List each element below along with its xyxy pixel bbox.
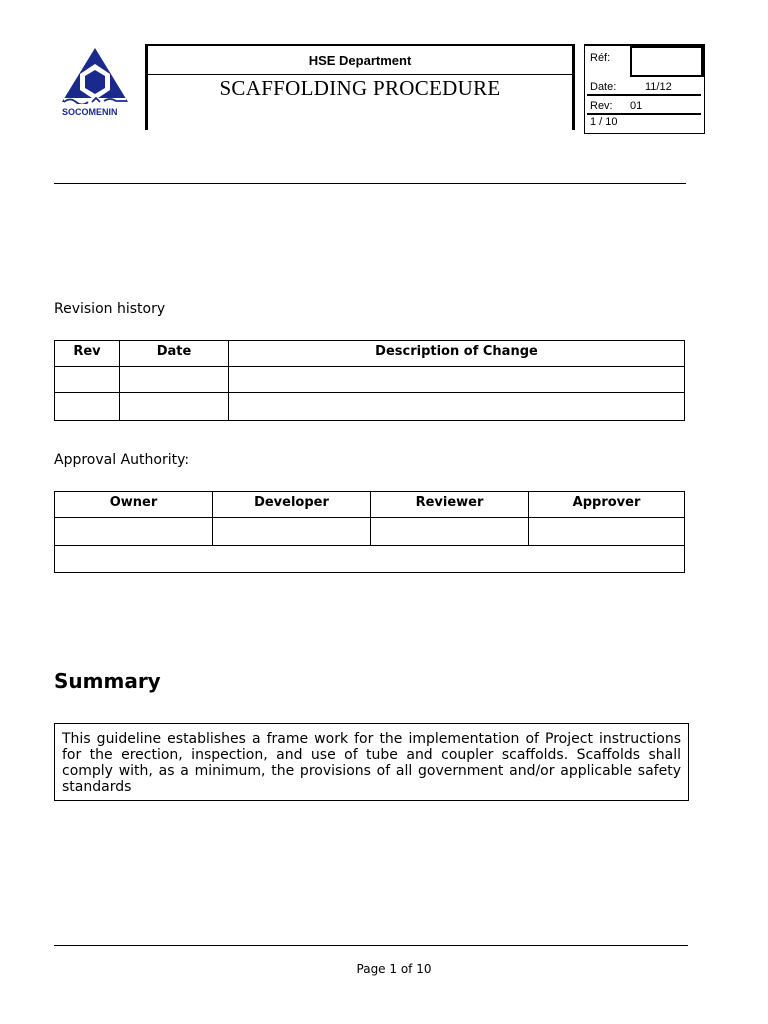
table-row bbox=[55, 367, 685, 393]
table-cell[interactable] bbox=[120, 393, 229, 421]
table-cell[interactable] bbox=[371, 518, 529, 546]
table-row bbox=[55, 546, 685, 573]
column-header-date: Date bbox=[120, 341, 229, 367]
revision-history-label: Revision history bbox=[54, 301, 166, 317]
logo-arabic-mark-icon bbox=[62, 96, 130, 104]
reference-value-field bbox=[630, 46, 704, 77]
revision-history-table bbox=[54, 340, 685, 421]
table-cell[interactable] bbox=[55, 393, 120, 421]
header-title-box bbox=[145, 44, 575, 130]
rev-label: Rev: bbox=[590, 100, 613, 112]
table-cell[interactable] bbox=[229, 367, 685, 393]
approval-table bbox=[54, 491, 685, 573]
ref-divider bbox=[587, 113, 701, 115]
header-divider bbox=[54, 183, 686, 184]
column-header-developer: Developer bbox=[213, 492, 371, 518]
table-cell[interactable] bbox=[213, 518, 371, 546]
page-number: Page 1 of 10 bbox=[356, 962, 432, 976]
column-header-owner: Owner bbox=[55, 492, 213, 518]
column-header-reviewer: Reviewer bbox=[371, 492, 529, 518]
table-row bbox=[55, 393, 685, 421]
ref-label: Réf: bbox=[590, 52, 611, 64]
rev-value: 01 bbox=[630, 100, 643, 112]
reference-box bbox=[584, 44, 705, 134]
table-cell[interactable] bbox=[55, 518, 213, 546]
table-header-row bbox=[55, 492, 685, 518]
column-header-description: Description of Change bbox=[229, 341, 685, 367]
date-label: Date: bbox=[590, 81, 617, 93]
table-cell[interactable] bbox=[55, 367, 120, 393]
footer-divider bbox=[54, 945, 688, 946]
table-cell[interactable] bbox=[120, 367, 229, 393]
table-row bbox=[55, 518, 685, 546]
approval-authority-label: Approval Authority: bbox=[54, 452, 190, 468]
ref-divider bbox=[587, 94, 701, 96]
document-title: SCAFFOLDING PROCEDURE bbox=[219, 76, 501, 100]
summary-text: This guideline establishes a frame work for the implementation of Project instructions for the erection, inspection, and use of tube and coupler scaffolds. Scaffolds shall comply with, as a minimum, the provisions of all government and/or applicable safety standards bbox=[54, 723, 689, 801]
table-cell[interactable] bbox=[55, 546, 685, 573]
date-value: 11/12 bbox=[645, 81, 672, 93]
table-cell[interactable] bbox=[529, 518, 685, 546]
department-name: HSE Department bbox=[148, 46, 572, 75]
column-header-rev: Rev bbox=[55, 341, 120, 367]
summary-heading: Summary bbox=[54, 669, 161, 693]
company-name: SOCOMENIN bbox=[62, 107, 118, 117]
table-header-row bbox=[55, 341, 685, 367]
table-cell[interactable] bbox=[229, 393, 685, 421]
column-header-approver: Approver bbox=[529, 492, 685, 518]
page-fraction: 1 / 10 bbox=[590, 116, 618, 128]
